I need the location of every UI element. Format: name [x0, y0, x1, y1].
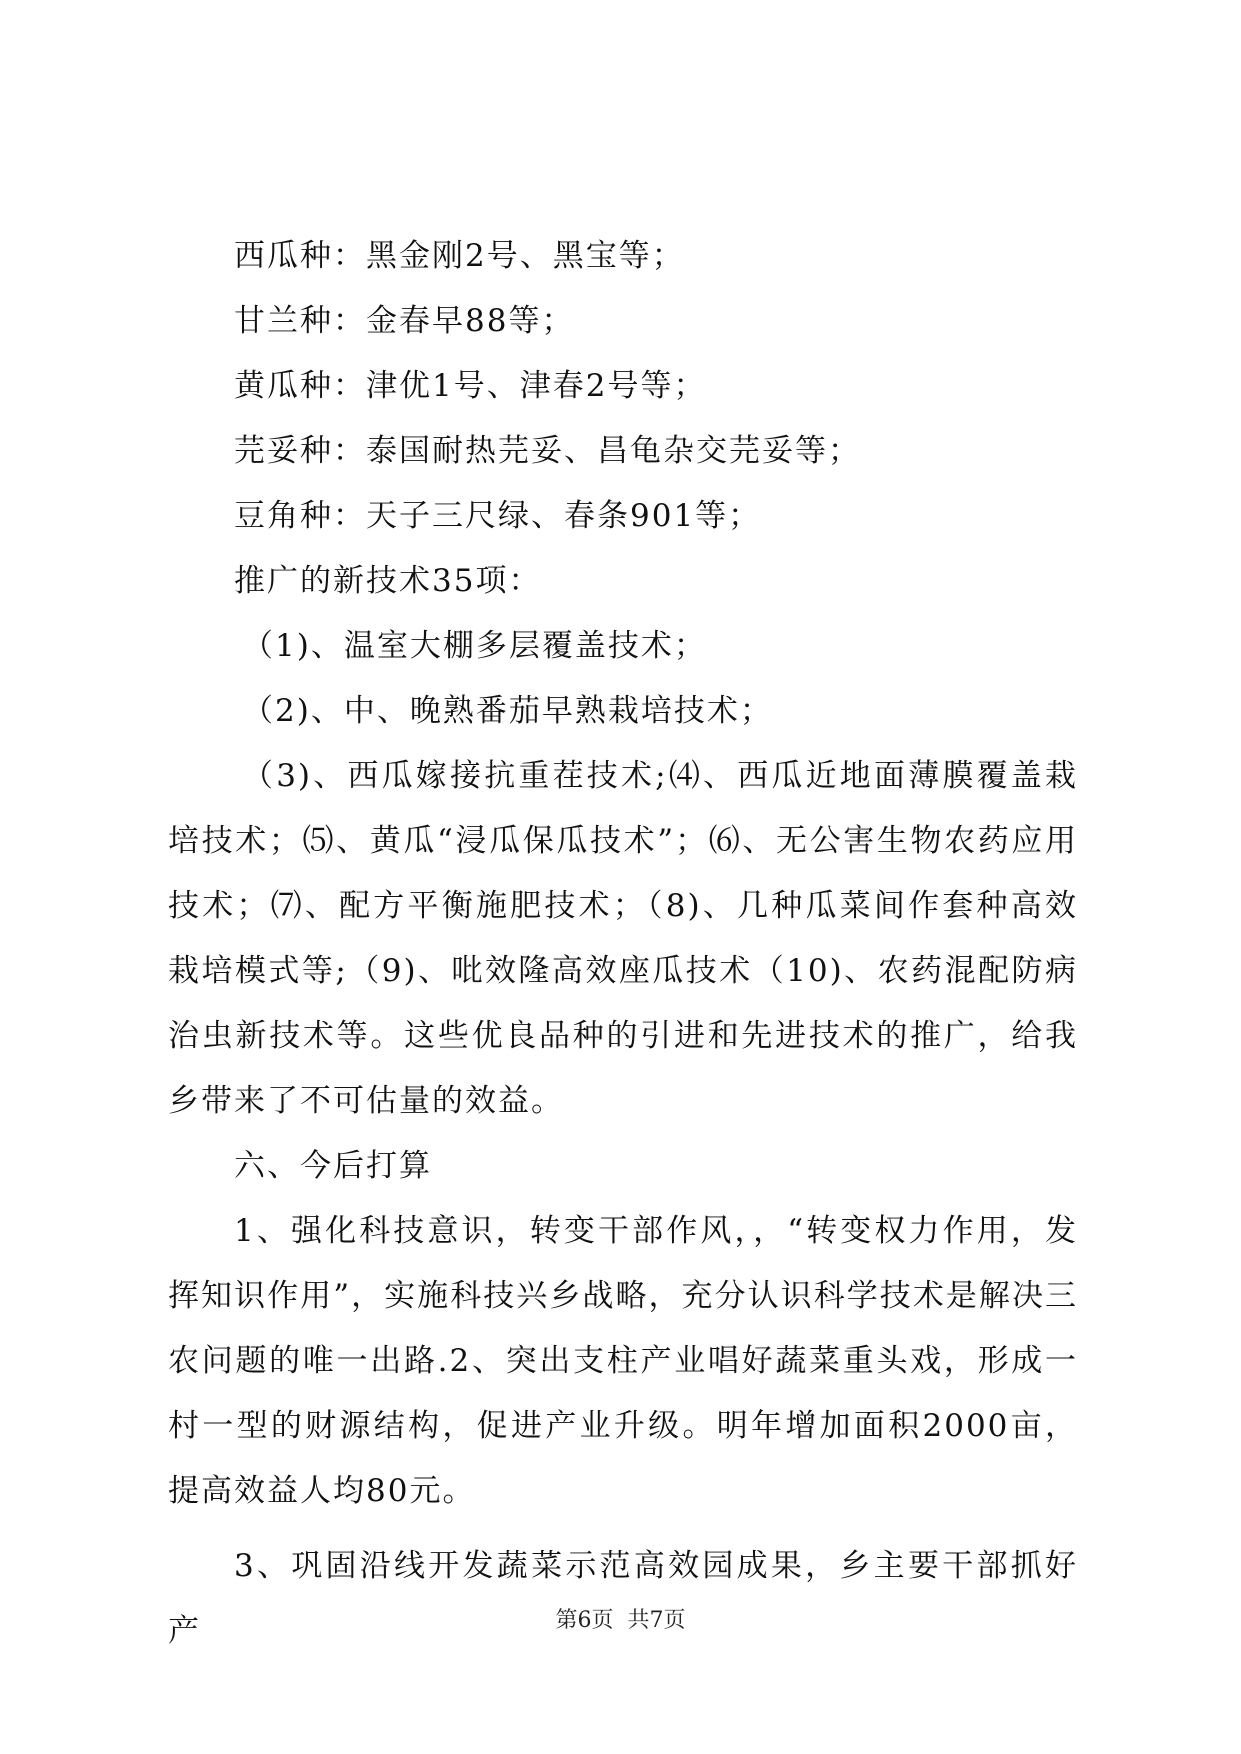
- paragraph-cucumber: 黄瓜种：津优1号、津春2号等；: [234, 368, 707, 404]
- section-heading-future-plans: 六、今后打算: [234, 1148, 432, 1184]
- paragraph-plan-3: 3、巩固沿线开发蔬菜示范高效园成果，乡主要干部抓好产: [168, 1548, 1078, 1649]
- paragraph-watermelon: 西瓜种：黑金刚2号、黑宝等；: [234, 238, 685, 274]
- paragraph-technique-3-to-10: （3)、西瓜嫁接抗重茬技术;⑷、西瓜近地面薄膜覆盖栽培技术；⑸、黄瓜“浸瓜保瓜技术”；⑹、无公害生物农药应用技术；⑺、配方平衡施肥技术；（8)、几种瓜菜间作套种高效栽培模式等;（9)、吡效隆高效座瓜技术（10)、农药混配防病治虫新技术等。这些优良品种的引进和先进技术的推广，给我乡带来了不可估量的效益。: [168, 758, 1078, 1119]
- page-footer: [0, 1606, 1241, 1636]
- paragraph-plan-1-2: 1、强化科技意识，转变干部作风，，“转变权力作用，发挥知识作用”，实施科技兴乡战略，充分认识科学技术是解决三农问题的唯一出路.2、突出支柱产业唱好蔬菜重头戏，形成一村一型的财源结构，促进产业升级。明年增加面积2000亩，提高效益人均80元。: [168, 1213, 1078, 1509]
- paragraph-coriander: 芫妥种：泰国耐热芫妥、昌龟杂交芫妥等；: [234, 433, 861, 469]
- paragraph-technique-2: （2)、中、晚熟番茄早熟栽培技术；: [242, 693, 773, 729]
- paragraph-cabbage: 甘兰种：金春早88等；: [234, 303, 575, 339]
- paragraph-technique-1: （1)、温室大棚多层覆盖技术；: [242, 628, 707, 664]
- document-body: [168, 224, 1078, 1664]
- paragraph-beans: 豆角种：天子三尺绿、春条901等；: [234, 498, 762, 534]
- page-number-label: 第6页 共7页: [555, 1608, 686, 1633]
- paragraph-new-techniques: 推广的新技术35项：: [234, 563, 542, 599]
